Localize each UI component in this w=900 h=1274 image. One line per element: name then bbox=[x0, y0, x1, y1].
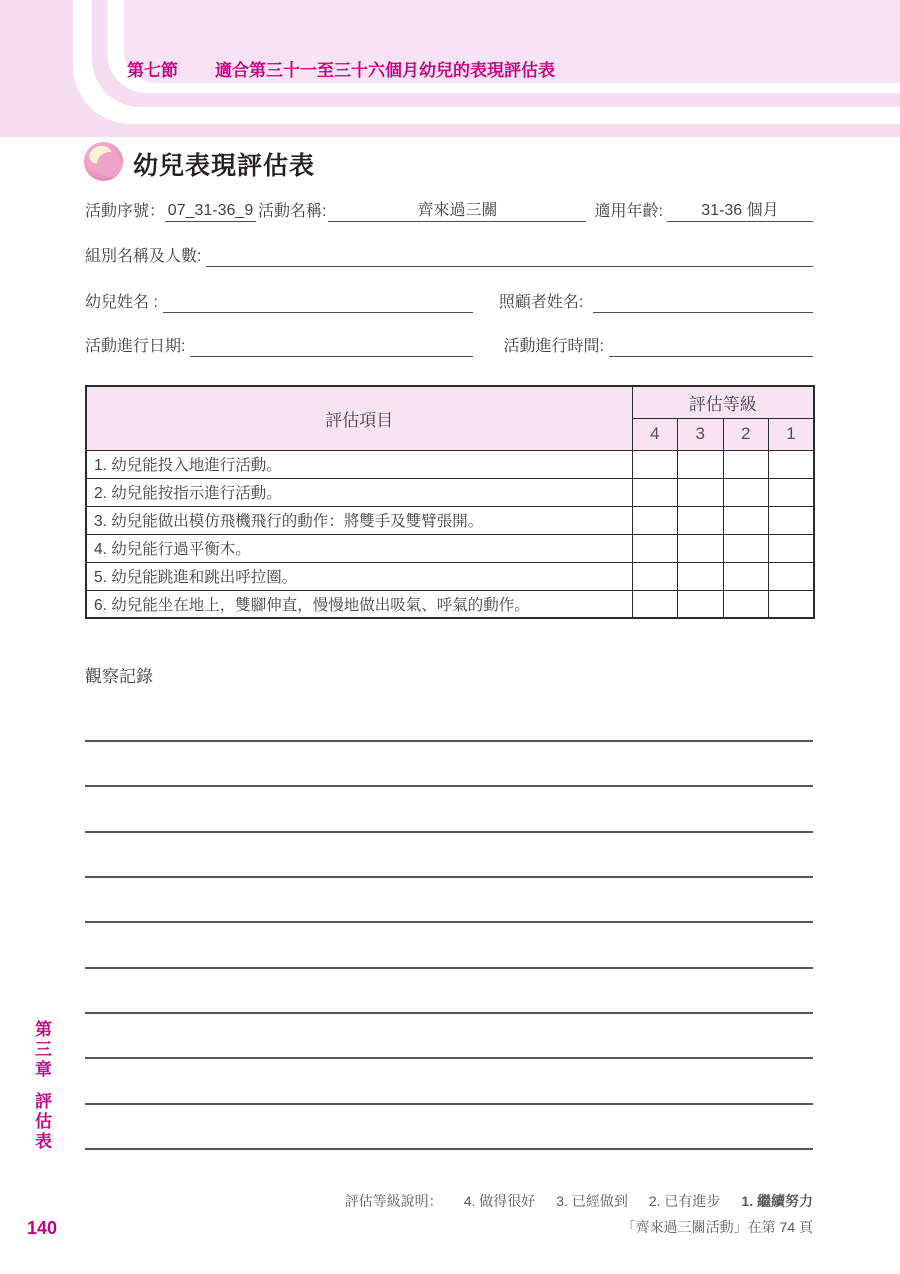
legend-item: 3. 已經做到 bbox=[556, 1193, 628, 1209]
assessment-item: 1. 幼兒能投入地進行活動。 bbox=[86, 450, 632, 478]
pearl-icon bbox=[84, 142, 123, 181]
grade-cell bbox=[632, 478, 678, 506]
grade-4-header: 4 bbox=[632, 418, 678, 450]
grade-cell bbox=[632, 562, 678, 590]
grade-cell bbox=[769, 562, 815, 590]
assessment-item: 6. 幼兒能坐在地上，雙腳伸直，慢慢地做出吸氣、呼氣的動作。 bbox=[86, 590, 632, 618]
grade-3-header: 3 bbox=[678, 418, 724, 450]
grade-2-header: 2 bbox=[723, 418, 769, 450]
assessment-table bbox=[85, 385, 815, 619]
legend-item: 2. 已有進步 bbox=[648, 1193, 721, 1209]
grade-cell bbox=[769, 534, 815, 562]
grade-column-header: 評估等級 bbox=[632, 386, 814, 418]
grade-cell bbox=[678, 590, 724, 618]
grade-cell bbox=[723, 450, 769, 478]
chapter-label: 第三章 bbox=[32, 1020, 51, 1080]
observation-line bbox=[85, 740, 813, 742]
grade-cell bbox=[632, 506, 678, 534]
form-row-datetime bbox=[85, 331, 813, 357]
page-number: 140 bbox=[27, 1218, 58, 1238]
section-banner bbox=[0, 0, 900, 137]
grade-legend bbox=[345, 1191, 813, 1211]
observation-line bbox=[85, 876, 813, 878]
time-blank bbox=[609, 355, 813, 357]
grade-cell bbox=[632, 590, 678, 618]
assessment-item: 4. 幼兒能行過平衡木。 bbox=[86, 534, 632, 562]
child-name-blank bbox=[163, 311, 473, 313]
grade-cell bbox=[678, 562, 724, 590]
assessment-item: 3. 幼兒能做出模仿飛機飛行的動作：將雙手及雙臂張開。 bbox=[86, 506, 632, 534]
assessment-item: 5. 幼兒能跳進和跳出呼拉圈。 bbox=[86, 562, 632, 590]
banner-panel bbox=[124, 0, 900, 83]
observation-line bbox=[85, 831, 813, 833]
grade-1-header: 1 bbox=[769, 418, 815, 450]
observation-line bbox=[85, 921, 813, 923]
legend-item: 1. 繼續努力 bbox=[741, 1193, 813, 1209]
legend-item: 4. 做得很好 bbox=[463, 1193, 536, 1209]
age-value: 31-36 個月 bbox=[667, 197, 813, 222]
carer-blank bbox=[593, 311, 813, 313]
observation-line bbox=[85, 1057, 813, 1059]
age-label: 適用年齡: bbox=[594, 203, 663, 220]
grade-cell bbox=[678, 534, 724, 562]
observation-line bbox=[85, 1012, 813, 1014]
table-row bbox=[86, 478, 814, 506]
observation-line bbox=[85, 1148, 813, 1150]
grade-cell bbox=[632, 534, 678, 562]
grade-cell bbox=[678, 450, 724, 478]
form-row-names bbox=[85, 287, 813, 313]
chapter-section-label: 評估表 bbox=[32, 1092, 51, 1152]
grade-cell bbox=[769, 590, 815, 618]
grade-cell bbox=[632, 450, 678, 478]
grade-cell bbox=[723, 590, 769, 618]
table-row bbox=[86, 506, 814, 534]
pearl-highlight-cut bbox=[97, 152, 122, 177]
activity-name-value: 齊來過三關 bbox=[328, 197, 586, 222]
form-row-activity bbox=[85, 196, 813, 222]
grade-cell bbox=[678, 506, 724, 534]
observation-label: 觀察記錄 bbox=[85, 667, 153, 686]
grade-cell bbox=[678, 478, 724, 506]
section-title: 適合第三十一至三十六個月幼兒的表現評估表 bbox=[215, 61, 555, 80]
grade-cell bbox=[769, 478, 815, 506]
grade-cell bbox=[769, 506, 815, 534]
grade-cell bbox=[723, 478, 769, 506]
page-title: 幼兒表現評估表 bbox=[133, 152, 316, 180]
grade-cell bbox=[723, 562, 769, 590]
observation-line bbox=[85, 967, 813, 969]
observation-line bbox=[85, 1103, 813, 1105]
activity-no-label: 活動序號： bbox=[85, 203, 166, 220]
grade-cell bbox=[723, 534, 769, 562]
item-column-header: 評估項目 bbox=[86, 386, 632, 450]
form-row-group bbox=[85, 241, 813, 267]
observation-line bbox=[85, 785, 813, 787]
assessment-item: 2. 幼兒能按指示進行活動。 bbox=[86, 478, 632, 506]
child-name-label: 幼兒姓名 : bbox=[85, 294, 158, 311]
section-header bbox=[127, 56, 555, 81]
activity-name-label: 活動名稱: bbox=[258, 203, 327, 220]
table-row bbox=[86, 450, 814, 478]
activity-reference: 「齊來過三關活動」在第 74 頁 bbox=[621, 1219, 813, 1235]
table-row bbox=[86, 590, 814, 618]
group-blank bbox=[206, 265, 813, 267]
grade-cell bbox=[723, 506, 769, 534]
time-label: 活動進行時間: bbox=[503, 338, 604, 355]
table-row bbox=[86, 562, 814, 590]
legend-label: 評估等級說明： bbox=[344, 1193, 443, 1209]
date-label: 活動進行日期: bbox=[85, 338, 186, 355]
date-blank bbox=[190, 355, 473, 357]
group-label: 組別名稱及人數: bbox=[85, 248, 202, 265]
activity-no-value: 07_31-36_9 bbox=[165, 202, 256, 222]
section-number: 第七節 bbox=[127, 61, 178, 80]
grade-cell bbox=[769, 450, 815, 478]
carer-label: 照顧者姓名: bbox=[498, 294, 584, 311]
table-row bbox=[86, 534, 814, 562]
